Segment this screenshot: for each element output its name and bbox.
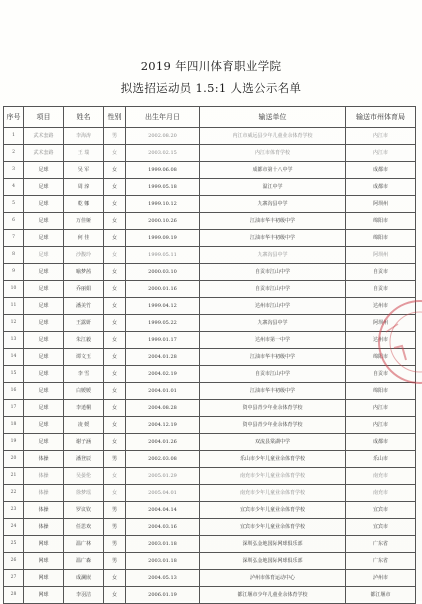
birthdate-cell: 1999.05.11: [126, 247, 200, 264]
sport-cell: 网球: [24, 570, 64, 587]
city-bureau-cell: 内江市: [346, 128, 416, 145]
header-col-gender: 性别: [104, 107, 126, 128]
name-cell: 王 瑞: [64, 145, 104, 162]
gender-cell: 女: [104, 230, 126, 247]
gender-cell: 女: [104, 434, 126, 451]
gender-cell: 女: [104, 349, 126, 366]
city-bureau-cell: 成都市: [346, 179, 416, 196]
header-col-city-bureau: 输送市州体育局: [346, 107, 416, 128]
city-bureau-cell: 自贡市: [346, 281, 416, 298]
sending-unit-cell: 达州市第一中学: [200, 332, 346, 349]
sending-unit-cell: 江油市华丰初级中学: [200, 383, 346, 400]
gender-cell: 女: [104, 587, 126, 604]
gender-cell: 女: [104, 468, 126, 485]
row-index: 10: [4, 281, 24, 298]
birthdate-cell: 2004.03.16: [126, 519, 200, 536]
name-cell: 万佳娅: [64, 213, 104, 230]
document-title: 2019 年四川体育职业学院: [140, 59, 282, 73]
name-cell: 何 佳: [64, 230, 104, 247]
name-cell: 罗议钦: [64, 502, 104, 519]
sport-cell: 体操: [24, 485, 64, 502]
sport-cell: 体操: [24, 502, 64, 519]
row-index: 18: [4, 417, 24, 434]
birthdate-cell: 1999.04.12: [126, 298, 200, 315]
sending-unit-cell: 双流县棠湖中学: [200, 434, 346, 451]
birthdate-cell: 1999.06.08: [126, 162, 200, 179]
birthdate-cell: 2004.01.01: [126, 383, 200, 400]
sending-unit-cell: 江油市华丰初级中学: [200, 213, 346, 230]
sport-cell: 足球: [24, 298, 64, 315]
table-row: [4, 536, 416, 553]
gender-cell: 女: [104, 400, 126, 417]
name-cell: 吴 军: [64, 162, 104, 179]
birthdate-cell: 1999.05.22: [126, 315, 200, 332]
birthdate-cell: 2004.12.19: [126, 417, 200, 434]
row-index: 14: [4, 349, 24, 366]
sending-unit-cell: 深圳弘金地国际网球俱乐部: [200, 553, 346, 570]
gender-cell: 女: [104, 366, 126, 383]
roster-table: [3, 106, 416, 604]
birthdate-cell: 2000.03.10: [126, 264, 200, 281]
name-cell: 任思欢: [64, 519, 104, 536]
city-bureau-cell: 广东省: [346, 536, 416, 553]
sport-cell: 足球: [24, 434, 64, 451]
city-bureau-cell: 自贡市: [346, 264, 416, 281]
sending-unit-cell: 内江市威远县少年儿童业余体育学校: [200, 128, 346, 145]
gender-cell: 男: [104, 502, 126, 519]
sport-cell: 足球: [24, 179, 64, 196]
gender-cell: 女: [104, 417, 126, 434]
table-row: [4, 417, 416, 434]
sending-unit-cell: 乐山市少年儿童业余体育学校: [200, 451, 346, 468]
sport-cell: 网球: [24, 587, 64, 604]
birthdate-cell: 2000.10.26: [126, 213, 200, 230]
row-index: 23: [4, 502, 24, 519]
gender-cell: 女: [104, 162, 126, 179]
sport-cell: 武术套路: [24, 128, 64, 145]
city-bureau-cell: 南充市: [346, 468, 416, 485]
row-index: 1: [4, 128, 24, 145]
birthdate-cell: 2002.03.08: [126, 451, 200, 468]
name-cell: 吴晏伦: [64, 468, 104, 485]
birthdate-cell: 2004.02.19: [126, 366, 200, 383]
sport-cell: 足球: [24, 162, 64, 179]
row-index: 13: [4, 332, 24, 349]
table-row: [4, 162, 416, 179]
table-body: [4, 128, 416, 604]
name-cell: 王露妍: [64, 315, 104, 332]
city-bureau-cell: 成都市: [346, 434, 416, 451]
name-cell: 喻梦茜: [64, 264, 104, 281]
birthdate-cell: 2004.05.13: [126, 570, 200, 587]
name-cell: 谢子涵: [64, 434, 104, 451]
row-index: 21: [4, 468, 24, 485]
gender-cell: 女: [104, 179, 126, 196]
row-index: 2: [4, 145, 24, 162]
row-index: 12: [4, 315, 24, 332]
city-bureau-cell: 成都市: [346, 162, 416, 179]
sending-unit-cell: 温江中学: [200, 179, 346, 196]
row-index: 22: [4, 485, 24, 502]
birthdate-cell: 2003.02.15: [126, 145, 200, 162]
gender-cell: 女: [104, 570, 126, 587]
name-cell: 徐梦瑶: [64, 485, 104, 502]
table-row: [4, 451, 416, 468]
sending-unit-cell: 江油市华丰初级中学: [200, 230, 346, 247]
table-row: [4, 400, 416, 417]
city-bureau-cell: 乐山市: [346, 451, 416, 468]
sport-cell: 足球: [24, 315, 64, 332]
document-subtitle: 拟选招运动员 1.5:1 人选公示名单: [120, 81, 302, 95]
birthdate-cell: 2004.04.14: [126, 502, 200, 519]
sport-cell: 网球: [24, 553, 64, 570]
header-col-index: 序号: [4, 107, 24, 128]
name-cell: 李 雪: [64, 366, 104, 383]
city-bureau-cell: 阿坝州: [346, 315, 416, 332]
sending-unit-cell: 自贡市江山中学: [200, 264, 346, 281]
sport-cell: 足球: [24, 213, 64, 230]
table-row: [4, 570, 416, 587]
birthdate-cell: 2006.01.19: [126, 587, 200, 604]
row-index: 15: [4, 366, 24, 383]
city-bureau-cell: 内江市: [346, 417, 416, 434]
sending-unit-cell: 九寨沟县中学: [200, 196, 346, 213]
sport-cell: 体操: [24, 468, 64, 485]
table-row: [4, 383, 416, 400]
header-col-birthdate: 出生年月日: [126, 107, 200, 128]
table-row: [4, 468, 416, 485]
birthdate-cell: 2000.01.16: [126, 281, 200, 298]
sport-cell: 网球: [24, 536, 64, 553]
sport-cell: 体操: [24, 519, 64, 536]
city-bureau-cell: 达州市: [346, 298, 416, 315]
sport-cell: 足球: [24, 417, 64, 434]
name-cell: 白媛媛: [64, 383, 104, 400]
sport-cell: 武术套路: [24, 145, 64, 162]
table-row: [4, 349, 416, 366]
birthdate-cell: 2004.01.26: [126, 434, 200, 451]
header-col-name: 姓名: [64, 107, 104, 128]
name-cell: 温广森: [64, 553, 104, 570]
table-row: [4, 485, 416, 502]
table-row: [4, 519, 416, 536]
gender-cell: 女: [104, 213, 126, 230]
sport-cell: 足球: [24, 196, 64, 213]
gender-cell: 男: [104, 451, 126, 468]
city-bureau-cell: 内江市: [346, 400, 416, 417]
row-index: 26: [4, 553, 24, 570]
row-index: 25: [4, 536, 24, 553]
city-bureau-cell: 绵阳市: [346, 349, 416, 366]
sport-cell: 足球: [24, 281, 64, 298]
gender-cell: 男: [104, 519, 126, 536]
row-index: 3: [4, 162, 24, 179]
row-index: 27: [4, 570, 24, 587]
table-row: [4, 230, 416, 247]
gender-cell: 女: [104, 145, 126, 162]
row-index: 16: [4, 383, 24, 400]
sending-unit-cell: 江油市华丰初级中学: [200, 349, 346, 366]
sport-cell: 体操: [24, 451, 64, 468]
name-cell: 李羽洁: [64, 587, 104, 604]
sending-unit-cell: 宜宾市少年儿童业余体育学校: [200, 502, 346, 519]
row-index: 20: [4, 451, 24, 468]
birthdate-cell: 2003.01.18: [126, 553, 200, 570]
sending-unit-cell: 成都市第十八中学: [200, 162, 346, 179]
table-row: [4, 366, 416, 383]
city-bureau-cell: 达州市: [346, 332, 416, 349]
sending-unit-cell: 资中县青少年业余体育学校: [200, 400, 346, 417]
city-bureau-cell: 南充市: [346, 485, 416, 502]
sending-unit-cell: 九寨沟县中学: [200, 247, 346, 264]
name-cell: 乾 娜: [64, 196, 104, 213]
row-index: 11: [4, 298, 24, 315]
city-bureau-cell: 内江市: [346, 145, 416, 162]
birthdate-cell: 2004.01.28: [126, 349, 200, 366]
gender-cell: 女: [104, 247, 126, 264]
table-row: [4, 332, 416, 349]
city-bureau-cell: 泸州市: [346, 570, 416, 587]
gender-cell: 男: [104, 553, 126, 570]
gender-cell: 男: [104, 536, 126, 553]
city-bureau-cell: 绵阳市: [346, 213, 416, 230]
table-row: [4, 196, 416, 213]
gender-cell: 女: [104, 315, 126, 332]
sport-cell: 足球: [24, 366, 64, 383]
name-cell: 成澜嵌: [64, 570, 104, 587]
gender-cell: 女: [104, 383, 126, 400]
name-cell: 朱江毅: [64, 332, 104, 349]
sport-cell: 足球: [24, 383, 64, 400]
name-cell: 温广林: [64, 536, 104, 553]
city-bureau-cell: 绵阳市: [346, 383, 416, 400]
name-cell: 潘登辰: [64, 451, 104, 468]
table-row: [4, 315, 416, 332]
table-row: [4, 179, 416, 196]
name-cell: 周 淳: [64, 179, 104, 196]
sending-unit-cell: 达州市江山中学: [200, 298, 346, 315]
table-row: [4, 281, 416, 298]
sending-unit-cell: 都江堰市少年儿童业余体育学校: [200, 587, 346, 604]
header-col-sport: 项目: [24, 107, 64, 128]
city-bureau-cell: 绵阳市: [346, 230, 416, 247]
sport-cell: 足球: [24, 230, 64, 247]
city-bureau-cell: 自贡市: [346, 366, 416, 383]
row-index: 24: [4, 519, 24, 536]
row-index: 5: [4, 196, 24, 213]
sending-unit-cell: 泸州市体育运动中心: [200, 570, 346, 587]
table-row: [4, 502, 416, 519]
table-row: [4, 128, 416, 145]
table-row: [4, 264, 416, 281]
row-index: 28: [4, 587, 24, 604]
name-cell: 李逍桐: [64, 400, 104, 417]
row-index: 6: [4, 213, 24, 230]
table-row: [4, 434, 416, 451]
table-row: [4, 213, 416, 230]
name-cell: 潘美竹: [64, 298, 104, 315]
birthdate-cell: 1999.05.18: [126, 179, 200, 196]
birthdate-cell: 2005.01.29: [126, 468, 200, 485]
gender-cell: 女: [104, 264, 126, 281]
row-index: 8: [4, 247, 24, 264]
sending-unit-cell: 深圳弘金地国际网球俱乐部: [200, 536, 346, 553]
gender-cell: 女: [104, 485, 126, 502]
birthdate-cell: 2004.08.28: [126, 400, 200, 417]
sending-unit-cell: 内江市体育学校: [200, 145, 346, 162]
gender-cell: 女: [104, 332, 126, 349]
table-row: [4, 298, 416, 315]
city-bureau-cell: 宜宾市: [346, 502, 416, 519]
gender-cell: 女: [104, 196, 126, 213]
sport-cell: 足球: [24, 349, 64, 366]
city-bureau-cell: 阿坝州: [346, 196, 416, 213]
table-row: [4, 145, 416, 162]
name-cell: 乔丽娟: [64, 281, 104, 298]
city-bureau-cell: 广东省: [346, 553, 416, 570]
birthdate-cell: 1999.10.12: [126, 196, 200, 213]
sending-unit-cell: 南充市少年儿童业余体育学校: [200, 485, 346, 502]
sending-unit-cell: 资中县青少年业余体育学校: [200, 417, 346, 434]
sport-cell: 足球: [24, 247, 64, 264]
name-cell: 谭文玉: [64, 349, 104, 366]
sport-cell: 足球: [24, 400, 64, 417]
header-col-sending-unit: 输送单位: [200, 107, 346, 128]
birthdate-cell: 2002.08.20: [126, 128, 200, 145]
table-row: [4, 553, 416, 570]
row-index: 19: [4, 434, 24, 451]
sending-unit-cell: 南充市少年儿童业余体育学校: [200, 468, 346, 485]
table-header: [4, 107, 416, 128]
name-cell: 凌 媛: [64, 417, 104, 434]
sending-unit-cell: 九寨沟县中学: [200, 315, 346, 332]
sending-unit-cell: 自贡市江山中学: [200, 366, 346, 383]
birthdate-cell: 2005.04.01: [126, 485, 200, 502]
row-index: 4: [4, 179, 24, 196]
gender-cell: 男: [104, 128, 126, 145]
row-index: 9: [4, 264, 24, 281]
name-cell: 沙馥玲: [64, 247, 104, 264]
birthdate-cell: 1999.01.17: [126, 332, 200, 349]
table-row: [4, 247, 416, 264]
city-bureau-cell: 都江堰市: [346, 587, 416, 604]
row-index: 7: [4, 230, 24, 247]
birthdate-cell: 1999.09.19: [126, 230, 200, 247]
sport-cell: 足球: [24, 332, 64, 349]
sending-unit-cell: 自贡市江山中学: [200, 281, 346, 298]
sending-unit-cell: 宜宾市少年儿童业余体育学校: [200, 519, 346, 536]
row-index: 17: [4, 400, 24, 417]
gender-cell: 女: [104, 281, 126, 298]
birthdate-cell: 2003.01.18: [126, 536, 200, 553]
name-cell: 李海涛: [64, 128, 104, 145]
city-bureau-cell: 阿坝州: [346, 247, 416, 264]
city-bureau-cell: 宜宾市: [346, 519, 416, 536]
sport-cell: 足球: [24, 264, 64, 281]
gender-cell: 女: [104, 298, 126, 315]
